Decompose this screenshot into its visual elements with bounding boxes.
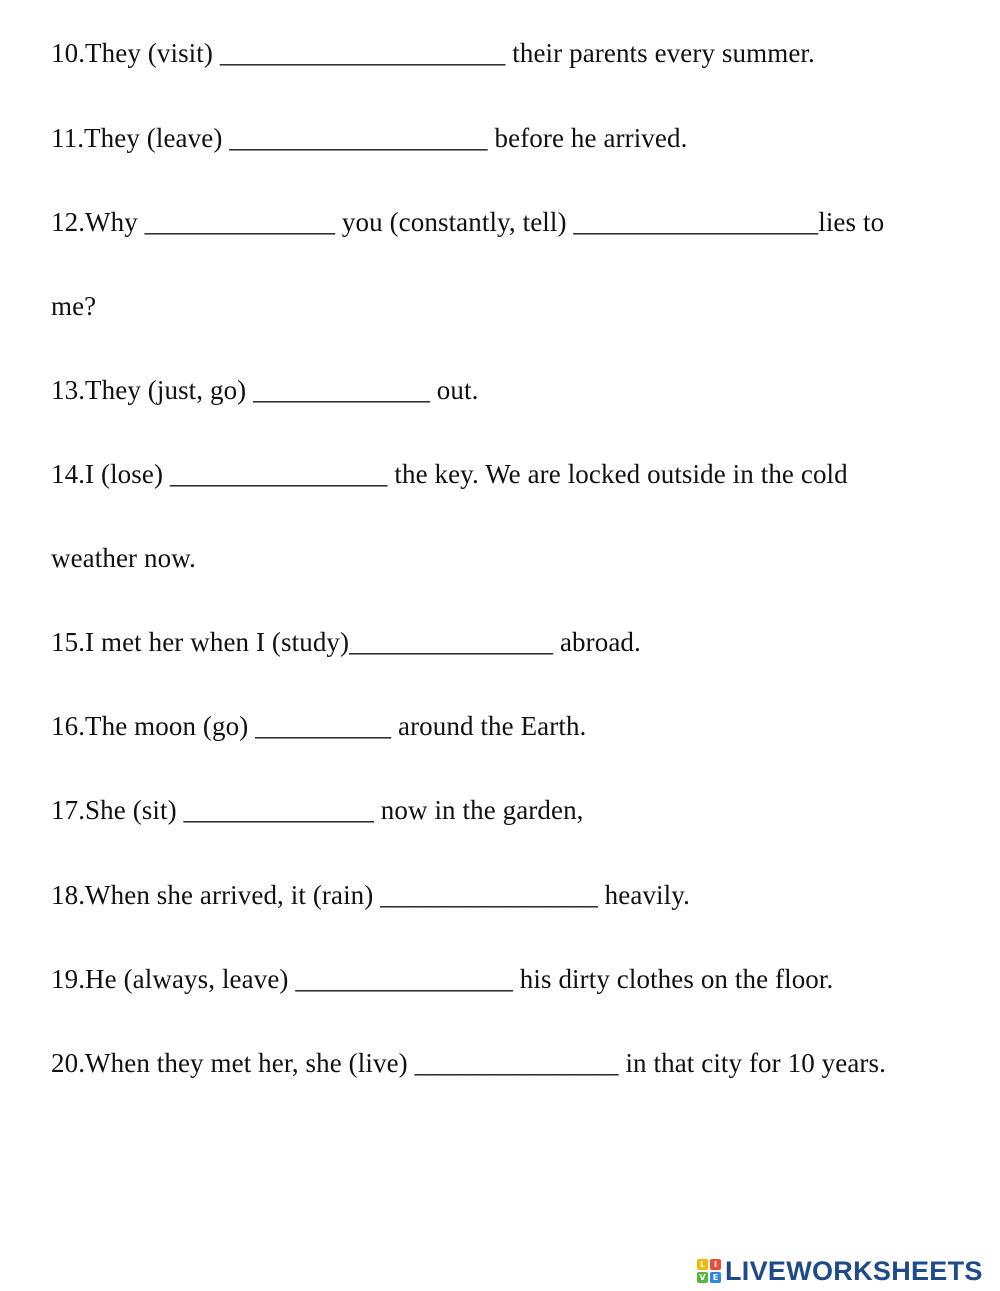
liveworksheets-logo-icon: L I V E	[697, 1258, 723, 1284]
question-16: 16.The moon (go) __________ around the Earth.	[51, 711, 587, 741]
logo-text: LIVEWORKSHEETS	[725, 1255, 983, 1286]
question-13: 13.They (just, go) _____________ out.	[51, 375, 479, 405]
question-14-continuation: weather now.	[51, 543, 196, 573]
question-12-continuation: me?	[51, 291, 97, 321]
question-14: 14.I (lose) ________________ the key. We are locked outside in the cold	[51, 459, 848, 489]
question-18: 18.When she arrived, it (rain) ________________ heavily.	[51, 880, 690, 910]
question-17: 17.She (sit) ______________ now in the garden,	[51, 795, 584, 825]
question-20: 20.When they met her, she (live) _______________ in that city for 10 years.	[51, 1048, 886, 1078]
question-15: 15.I met her when I (study)_______________ abroad.	[51, 627, 641, 657]
question-10: 10.They (visit) _____________________ their parents every summer.	[51, 38, 815, 68]
question-12: 12.Why ______________ you (constantly, tell) __________________lies to	[51, 207, 885, 237]
question-11: 11.They (leave) ___________________ before he arrived.	[51, 123, 688, 153]
liveworksheets-logo	[697, 1256, 983, 1286]
question-19: 19.He (always, leave) ________________ his dirty clothes on the floor.	[51, 964, 834, 994]
